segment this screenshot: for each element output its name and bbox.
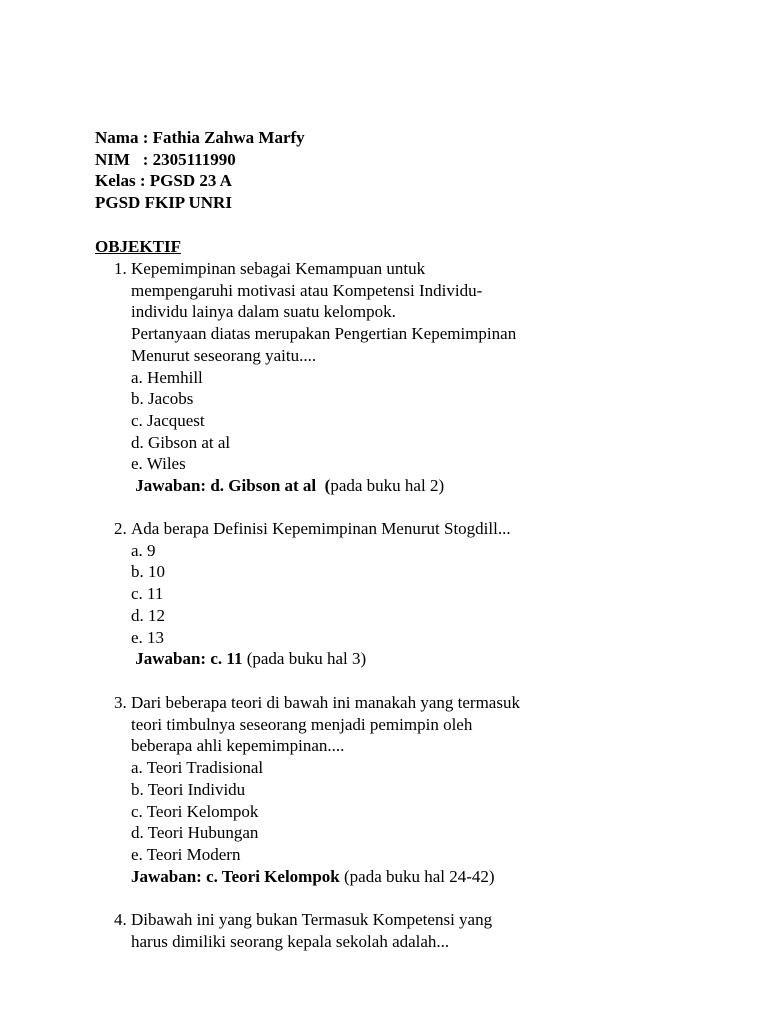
section-title: OBJEKTIF [95,237,181,256]
question-text-line: Dibawah ini yang bukan Termasuk Kompetensi yang [131,910,493,929]
option: a. Teori Tradisional [131,758,264,778]
student-info [95,127,305,214]
option: c. Teori Kelompok [131,801,259,821]
option: c. 11 [131,584,164,604]
question-text-line: Dari beberapa teori di bawah ini manakah yang termasuk [131,693,520,712]
answer-source: pada buku hal 2) [330,476,445,496]
option: b. Jacobs [131,389,194,409]
option: d. Gibson at al [131,432,231,452]
question-text-line: Ada berapa Definisi Kepemimpinan Menurut Stogdill... [131,519,511,538]
student-class: Kelas : PGSD 23 A [95,171,232,191]
question-text-line: Menurut seseorang yaitu.... [131,345,317,365]
question-text-line: Kepemimpinan sebagai Kemampuan untuk [131,259,426,278]
question-text-line: harus dimiliki seorang kepala sekolah adalah... [131,931,450,951]
option: c. Jacquest [131,410,205,430]
student-nim: NIM : 2305111990 [95,149,236,169]
question-text-line: beberapa ahli kepemimpinan.... [131,736,345,756]
answer [131,866,520,888]
option: e. 13 [131,627,165,647]
option: a. Hemhill [131,367,203,387]
option: d. 12 [131,605,165,625]
institution: PGSD FKIP UNRI [95,193,232,213]
answer [131,648,511,670]
question-number: 4. [114,910,127,929]
answer-key: Jawaban: c. 11 [131,649,243,669]
question-text-line: mempengaruhi motivasi atau Kompetensi Individu- [131,280,483,300]
question-text-line: individu lainya dalam suatu kelompok. [131,302,396,322]
answer-key: Jawaban: d. Gibson at al ( [131,476,331,496]
option: e. Teori Modern [131,844,241,864]
question-number: 1. [114,259,127,278]
option: b. Teori Individu [131,779,246,799]
student-name: Nama : Fathia Zahwa Marfy [95,128,305,147]
question-number: 2. [114,519,127,538]
option: b. 10 [131,562,165,582]
question-text-line: Pertanyaan diatas merupakan Pengertian Kepemimpinan [131,324,517,344]
answer [131,475,516,497]
answer-source: (pada buku hal 3) [242,649,367,669]
question-number: 3. [114,693,127,712]
answer-source: (pada buku hal 24-42) [339,866,495,886]
answer-key: Jawaban: c. Teori Kelompok [131,866,340,886]
option: a. 9 [131,540,156,560]
option: e. Wiles [131,454,186,474]
question-text-line: teori timbulnya seseorang menjadi pemimpin oleh [131,714,473,734]
option: d. Teori Hubungan [131,823,259,843]
